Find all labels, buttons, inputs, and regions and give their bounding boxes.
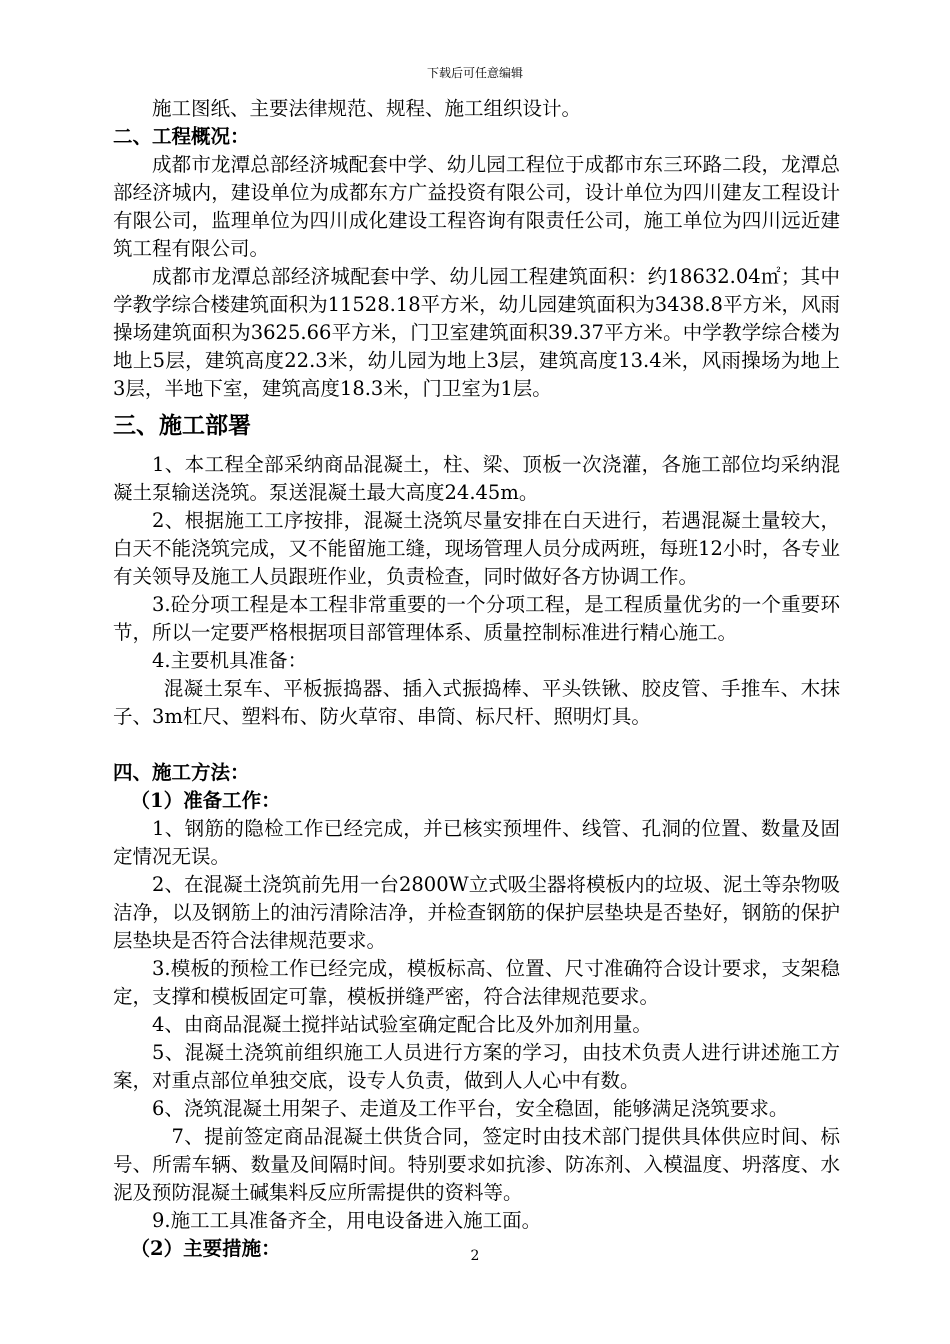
paragraph-prep-5: 5、混凝土浇筑前组织施工人员进行方案的学习，由技术负责人进行讲述施工方案，对重点部位单独交底，设专人负责，做到人人心中有数。 xyxy=(113,1041,840,1092)
paragraph-prep-4: 4、由商品混凝土搅拌站试验室确定配合比及外加剂用量。 xyxy=(152,1013,652,1036)
paragraph-prep-2: 2、在混凝土浇筑前先用一台2800W立式吸尘器将模板内的垃圾、泥土等杂物吸洁净，以及钢筋上的油污清除洁净，并检查钢筋的保护层垫块是否垫好，钢筋的保护层垫块是否符合法律规范要求。 xyxy=(113,873,840,952)
paragraph-deploy-3: 3.砼分项工程是本工程非常重要的一个分项工程，是工程质量优劣的一个重要环节，所以一定要严格根据项目部管理体系、质量控制标准进行精心施工。 xyxy=(113,593,840,644)
paragraph-prep-9: 9.施工工具准备齐全，用电设备进入施工面。 xyxy=(152,1209,542,1232)
paragraph-equipment-list: 混凝土泵车、平板振捣器、插入式振捣棒、平头铁锹、胶皮管、手推车、木抹子、3m杠尺、塑料布、防火草帘、串筒、标尺杆、照明灯具。 xyxy=(113,677,840,728)
document-body xyxy=(113,95,840,1263)
paragraph-deploy-1: 1、本工程全部采纳商品混凝土，柱、梁、顶板一次浇灌，各施工部位均采纳混凝土泵输送浇筑。泵送混凝土最大高度24.45m。 xyxy=(113,453,840,504)
paragraph-prep-1: 1、钢筋的隐检工作已经完成，并已核实预埋件、线管、孔洞的位置、数量及固定情况无误。 xyxy=(113,817,840,868)
paragraph-prep-7: 7、提前签定商品混凝土供货合同，签定时由技术部门提供具体供应时间、标号、所需车辆、数量及间隔时间。特别要求如抗渗、防冻剂、入模温度、坍落度、水泥及预防混凝土碱集料反应所需提供的资料等。 xyxy=(113,1125,840,1204)
paragraph-deploy-4: 4.主要机具准备： xyxy=(152,649,308,672)
paragraph-prep-6: 6、浇筑混凝土用架子、走道及工作平台，安全稳固，能够满足浇筑要求。 xyxy=(152,1097,789,1120)
paragraph-overview-areas: 成都市龙潭总部经济城配套中学、幼儿园工程建筑面积：约18632.04㎡；其中学教学综合楼建筑面积为11528.18平方米，幼儿园建筑面积为3438.8平方米，风雨操场建筑面积为3625.66平方米，门卫室建筑面积39.37平方米。中学教学综合楼为地上5层，建筑高度22.3米，幼儿园为地上3层，建筑高度13.4米，风雨操场为地上3层，半地下室，建筑高度18.3米，门卫室为1层。 xyxy=(113,265,840,400)
paragraph-overview-parties: 成都市龙潭总部经济城配套中学、幼儿园工程位于成都市东三环路二段，龙潭总部经济城内，建设单位为成都东方广益投资有限公司，设计单位为四川建友工程设计有限公司，监理单位为四川成化建设工程咨询有限责任公司，施工单位为四川远近建筑工程有限公司。 xyxy=(113,153,840,260)
heading-preparation: （1）准备工作： xyxy=(130,789,281,812)
heading-main-measures: （2）主要措施： xyxy=(130,1237,281,1260)
paragraph-deploy-2: 2、根据施工工序按排，混凝土浇筑尽量安排在白天进行，若遇混凝土量较大，白天不能浇筑完成，又不能留施工缝，现场管理人员分成两班，每班12小时，各专业有关领导及施工人员跟班作业，负责检查，同时做好各方协调工作。 xyxy=(113,509,840,588)
heading-construction-method: 四、施工方法： xyxy=(113,761,250,784)
header-note: 下载后可任意编辑 xyxy=(426,66,523,80)
blank-line xyxy=(113,731,840,759)
heading-construction-deployment: 三、施工部署 xyxy=(113,412,251,439)
heading-project-overview: 二、工程概况： xyxy=(113,125,250,148)
paragraph-prep-3: 3.模板的预检工作已经完成，模板标高、位置、尺寸准确符合设计要求，支架稳定，支撑和模板固定可靠，模板拼缝严密，符合法律规范要求。 xyxy=(113,957,840,1008)
page-number: 2 xyxy=(470,1248,480,1264)
paragraph-basis: 施工图纸、主要法律规范、规程、施工组织设计。 xyxy=(152,97,582,120)
